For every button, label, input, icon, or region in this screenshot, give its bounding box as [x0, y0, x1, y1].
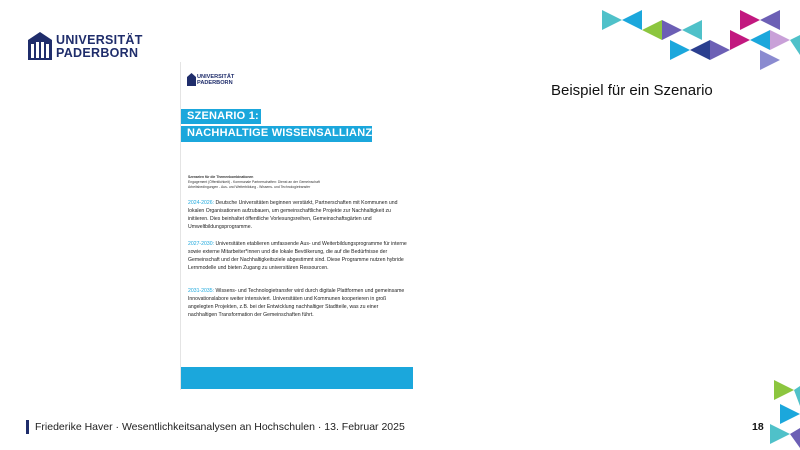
meta-line2: Arbeitsbedingungen - Aus- und Weiterbildung - Wissens- und Technologietransfer [188, 184, 311, 189]
meta-line1: Engagement (Öffentlichkeit) - Kommunale Partnerschaften: Dienst an der Gemeinschaft [188, 179, 320, 184]
paragraph-text: Universitäten etablieren umfassende Aus- und Weiterbildungsprogramme für interne sowie externe Mitarbeiter*innen und die lokale Bevölkerung, die auf die Bedürfnisse der Gemeinschaft und der Nachhaltigkeitsziele abgestimmt sind. Diese Programme nutzen hybride Lernmodelle und bieten Zugang zu universitären Ressourcen. [188, 241, 407, 272]
slide-subtitle: Beispiel für ein Szenario [551, 82, 713, 99]
logo-text-line2: PADERBORN [56, 46, 139, 60]
document-meta [188, 175, 408, 189]
meta-heading: Szenarien für die Themenkombinationen [188, 175, 254, 179]
document-logo-line2: PADERBORN [197, 80, 233, 86]
paragraph-text: Deutsche Universitäten beginnen verstärkt, Partnerschaften mit Kommunen und lokalen Organisationen aufzubauen, um gemeinschaftliche Projekte zur Nachhaltigkeit zu initiieren. Dies beinhaltet öffentliche Vorlesungsreihen, Gemeinschaftsgärten und Umweltbildungsprogramme. [188, 200, 398, 231]
scenario-document [180, 62, 413, 390]
document-title-line2: NACHHALTIGE WISSENSALLIANZE [187, 127, 380, 139]
paragraph-year: 2024-2026: [188, 200, 215, 206]
document-title-band-1 [181, 109, 261, 124]
decorative-triangles-icon [590, 0, 800, 72]
footer-text: Friederike Haver · Wesentlichkeitsanalysen an Hochschulen · 13. Februar 2025 [35, 421, 405, 433]
paragraph-year: 2031-2035: [188, 288, 215, 294]
document-paragraph-2 [188, 240, 408, 272]
decorative-triangles-bottom-icon [766, 376, 800, 450]
document-logo-line1: UNIVERSITÄT [197, 74, 235, 80]
document-title-band-2 [181, 126, 380, 142]
paragraph-year: 2027-2030: [188, 241, 215, 247]
document-paragraph-1 [188, 199, 408, 231]
document-title-line1: SZENARIO 1: [187, 110, 259, 122]
document-footer-bar [181, 367, 413, 389]
document-logo-icon [187, 72, 196, 86]
footer-accent-bar [26, 420, 29, 434]
paragraph-text: Wissens- und Technologietransfer wird durch digitale Plattformen und gemeinsame Innovationslabore weiter intensiviert. Universitäten und Kommunen kooperieren in groß angelegten Projekten, z.B. bei der Entwicklung nachhaltiger Stadtteile, was zu einer nachhaltigen Transformation der Gemeinschaften führt. [188, 288, 405, 319]
university-logo [26, 26, 156, 62]
document-paragraph-3 [188, 287, 408, 319]
university-logo-icon [26, 26, 54, 62]
page-number: 18 [752, 421, 764, 433]
document-logo [187, 72, 247, 90]
logo-text-line1: UNIVERSITÄT [56, 33, 143, 47]
